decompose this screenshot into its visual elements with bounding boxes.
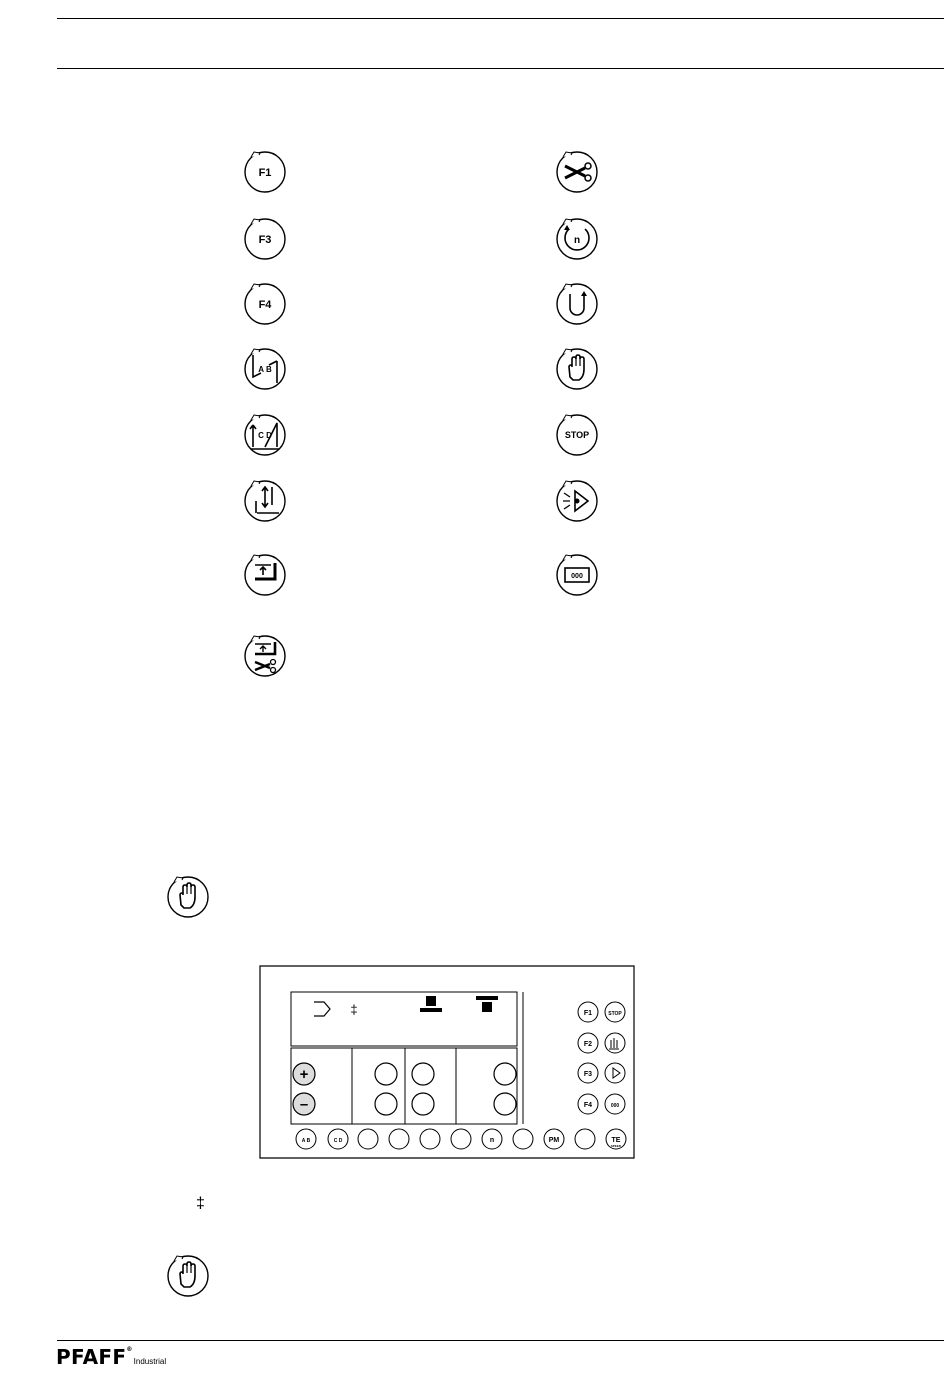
display-dagger-symbol: ‡ (350, 1002, 358, 1017)
panel-bottom-key-label: TE (611, 1137, 621, 1144)
pfaff-logo: PFAFF®Industrial (56, 1345, 167, 1369)
scissors-icon (555, 150, 599, 194)
panel-bottom-key[interactable] (513, 1129, 533, 1149)
speed-subtext: SPEED (610, 1144, 622, 1148)
hand-stop-icon (166, 875, 210, 919)
panel-key-label: 000 (610, 1103, 620, 1109)
plus-button-symbol: + (299, 1066, 309, 1083)
key-label: STOP (564, 430, 590, 440)
panel-bottom-key[interactable] (389, 1129, 409, 1149)
hand-stop-icon (555, 347, 599, 391)
panel-bottom-key[interactable] (451, 1129, 471, 1149)
thread-trimmer-foot-lift-icon (243, 634, 287, 678)
legend-dagger-symbol: ‡ (196, 1195, 205, 1212)
f4-key-icon (243, 282, 287, 326)
needle-position-icon (243, 479, 287, 523)
end-backtack-cd-icon (243, 413, 287, 457)
header-rule-top (57, 18, 944, 19)
control-panel (258, 964, 636, 1160)
start-backtack-ab-icon (243, 347, 287, 391)
panel-key-label: F2 (583, 1041, 593, 1048)
hand-stop-icon (166, 1254, 210, 1298)
minus-button-symbol: – (299, 1096, 309, 1113)
key-label: 000 (571, 573, 583, 580)
key-label: F4 (258, 299, 272, 311)
key-label: A B (258, 365, 272, 374)
panel-bottom-key[interactable] (575, 1129, 595, 1149)
light-barrier-icon (555, 479, 599, 523)
key-label: C D (258, 431, 272, 440)
panel-bottom-key[interactable] (420, 1129, 440, 1149)
f3-key-icon (243, 217, 287, 261)
panel-bottom-key-label: PM (548, 1137, 560, 1144)
f1-key-icon (243, 150, 287, 194)
panel-bottom-key[interactable] (358, 1129, 378, 1149)
panel-key-label: F3 (583, 1071, 593, 1078)
key-label: n (573, 235, 581, 246)
panel-key-label: STOP (608, 1011, 622, 1017)
counter-000-icon (555, 553, 599, 597)
panel-key[interactable] (605, 1063, 625, 1083)
key-label: F3 (258, 234, 272, 246)
panel-bottom-key-label: n (489, 1137, 495, 1144)
panel-bottom-key-label: A B (301, 1138, 311, 1144)
stop-key-icon (555, 413, 599, 457)
header-rule-bottom (57, 68, 944, 69)
panel-key[interactable] (605, 1033, 625, 1053)
reverse-u-icon (555, 282, 599, 326)
stitch-count-n-icon (555, 217, 599, 261)
presser-foot-lift-icon (243, 553, 287, 597)
key-label: F1 (258, 167, 272, 179)
panel-key-label: F4 (583, 1102, 593, 1109)
panel-key-label: F1 (583, 1010, 593, 1017)
footer-rule (57, 1340, 944, 1341)
panel-bottom-key-label: C D (333, 1138, 343, 1144)
